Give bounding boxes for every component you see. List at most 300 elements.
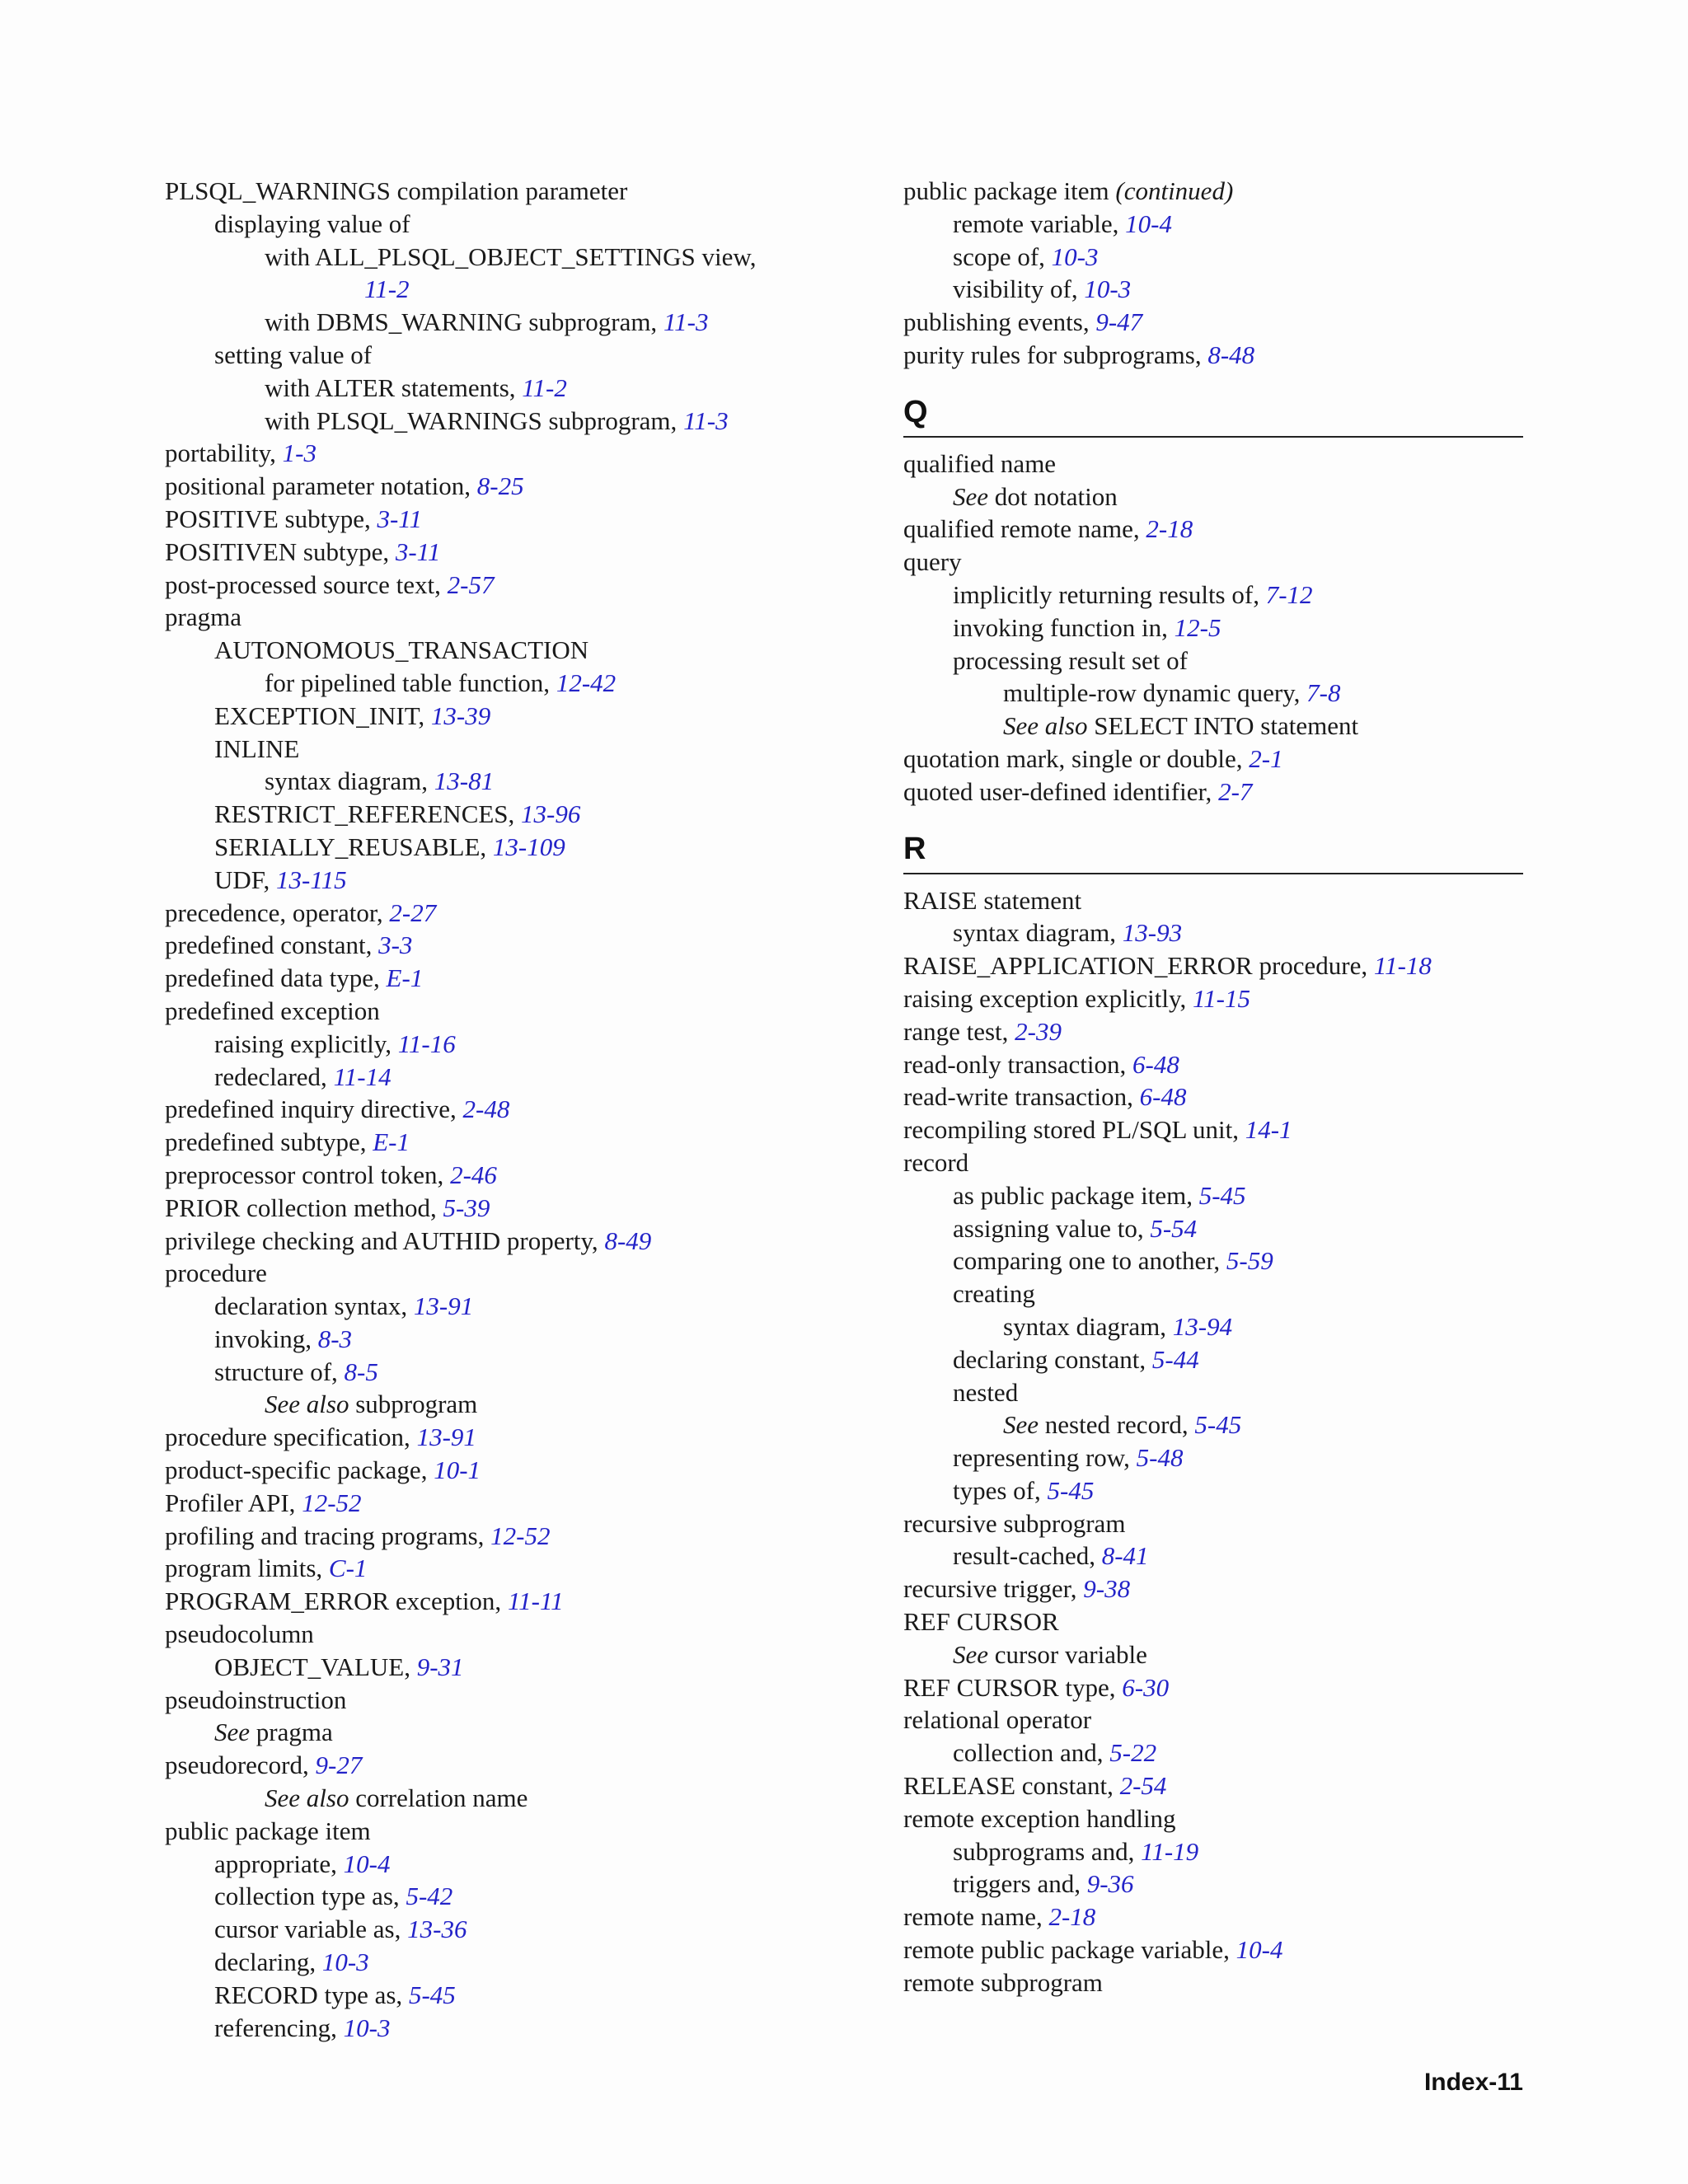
index-entry-text: RESTRICT_REFERENCES, (214, 799, 522, 829)
page-reference-link[interactable]: 8-49 (604, 1226, 652, 1255)
page-reference-link[interactable]: 5-45 (1198, 1180, 1246, 1210)
index-entry-text: types of, (953, 1475, 1048, 1505)
page-reference-link[interactable]: 13-39 (430, 701, 491, 730)
page-reference-link[interactable]: 2-7 (1218, 776, 1253, 806)
page-reference-link[interactable]: 12-52 (302, 1488, 362, 1517)
index-entry (165, 1716, 791, 1749)
index-entry-text: EXCEPTION_INIT, (214, 701, 431, 730)
index-entry-text: appropriate, (214, 1849, 344, 1878)
index-entry-text: invoking, (214, 1324, 318, 1353)
index-entry (165, 831, 791, 864)
index-entry (903, 1900, 1523, 1933)
page-reference-link[interactable]: 9-27 (315, 1750, 363, 1780)
page-reference-link[interactable]: C-1 (328, 1554, 368, 1583)
page-reference-link[interactable]: 11-14 (333, 1062, 392, 1091)
index-entry (903, 175, 1523, 208)
index-entry (165, 1487, 791, 1520)
index-entry-text: Profiler API, (165, 1488, 302, 1517)
index-entry (903, 949, 1523, 982)
index-entry-text: qualified remote name, (903, 514, 1146, 544)
page-reference-link[interactable]: 9-38 (1083, 1574, 1131, 1604)
index-entry-text: post-processed source text, (165, 569, 448, 599)
page-reference-link[interactable]: 2-57 (447, 569, 495, 599)
index-entry-text: UDF, (214, 865, 277, 894)
index-entry (903, 448, 1523, 480)
page-reference-link[interactable]: 13-94 (1172, 1311, 1233, 1341)
index-entry-text: collection and, (953, 1738, 1110, 1768)
index-entry-text: visibility of, (953, 274, 1085, 304)
index-entry-text: record (903, 1147, 969, 1177)
index-entry (165, 1388, 791, 1421)
index-entry-text: syntax diagram, (1003, 1311, 1173, 1341)
index-entry (165, 1848, 791, 1881)
index-entry (903, 1408, 1523, 1441)
index-entry (903, 1113, 1523, 1146)
page-reference-link[interactable]: 8-48 (1207, 340, 1255, 369)
index-entry-text: with ALL_PLSQL_OBJECT_SETTINGS view, (265, 241, 757, 271)
page-reference-link[interactable]: 11-15 (1192, 983, 1250, 1013)
index-entry (903, 1966, 1523, 1999)
index-entry (903, 612, 1523, 644)
index-entry (903, 916, 1523, 949)
index-entry (165, 1159, 791, 1192)
index-entry (165, 1061, 791, 1094)
index-entry-text: correlation name (349, 1783, 528, 1813)
index-entry-text: PLSQL_WARNINGS compilation parameter (165, 176, 628, 205)
index-entry (165, 372, 791, 405)
index-entry (903, 1540, 1523, 1572)
index-entry (165, 437, 791, 470)
page-number-label: Index-11 (1423, 2069, 1523, 2096)
index-entry (165, 667, 791, 700)
index-entry-text: REF CURSOR type, (903, 1672, 1123, 1702)
page-reference-link[interactable]: 5-39 (443, 1193, 490, 1222)
page-reference-link[interactable]: 11-18 (1373, 951, 1432, 981)
index-entry-text: PRIOR collection method, (165, 1193, 443, 1222)
index-entry (903, 1343, 1523, 1376)
page-reference-link[interactable]: 9-31 (416, 1652, 464, 1681)
page-reference-link[interactable]: 2-39 (1015, 1016, 1062, 1046)
index-entry-text: recursive subprogram (903, 1508, 1126, 1538)
index-entry-text: redeclared, (214, 1062, 334, 1091)
index-entry-text: pseudorecord, (165, 1750, 316, 1780)
page-reference-link[interactable]: 2-27 (389, 898, 437, 927)
index-entry-text: remote subprogram (903, 1967, 1103, 1997)
index-entry (165, 175, 791, 208)
page-reference-link[interactable]: 13-91 (416, 1422, 476, 1452)
index-entry (165, 1356, 791, 1389)
page-reference-link[interactable]: 6-48 (1139, 1082, 1187, 1112)
index-entry-text: cursor variable (988, 1639, 1147, 1669)
index-entry (903, 1933, 1523, 1966)
index-entry-text: declaring, (214, 1947, 322, 1977)
index-entry (165, 2012, 791, 2045)
index-entry (165, 700, 791, 733)
page-reference-link[interactable]: 13-91 (413, 1291, 474, 1321)
index-entry (165, 1913, 791, 1946)
index-entry-text: raising exception explicitly, (903, 983, 1193, 1013)
index-entry (165, 1946, 791, 1979)
index-entry (903, 1802, 1523, 1835)
page-reference-link[interactable]: 5-22 (1109, 1738, 1157, 1768)
index-entry (165, 208, 791, 241)
index-entry-text: INLINE (214, 733, 300, 763)
index-entry-text: collection type as, (214, 1882, 406, 1911)
index-entry (165, 1323, 791, 1356)
index-entry (165, 1421, 791, 1454)
page-reference-link[interactable]: 7-12 (1265, 579, 1313, 609)
index-entry (903, 1179, 1523, 1212)
index-entry-text: predefined constant, (165, 930, 379, 960)
index-entry (165, 503, 791, 536)
index-entry-text: subprogram (349, 1390, 478, 1419)
index-entry (165, 798, 791, 831)
index-entry-text: SERIALLY_REUSABLE, (214, 832, 493, 861)
index-entry (165, 1749, 791, 1782)
index-entry-text: relational operator (903, 1705, 1092, 1735)
index-entry-text: product-specific package, (165, 1455, 434, 1485)
index-entry (903, 1310, 1523, 1343)
page-reference-link[interactable]: 13-36 (407, 1915, 467, 1944)
index-entry (903, 1080, 1523, 1113)
index-entry (165, 962, 791, 995)
index-entry-text: RELEASE constant, (903, 1771, 1120, 1801)
page-reference-link[interactable]: 2-48 (462, 1094, 510, 1124)
index-entry (903, 1835, 1523, 1868)
page-reference-link[interactable]: 14-1 (1245, 1115, 1292, 1145)
page-reference-link[interactable]: 9-36 (1086, 1869, 1134, 1899)
index-entry-text: AUTONOMOUS_TRANSACTION (214, 635, 589, 665)
index-entry-text: predefined inquiry directive, (165, 1094, 463, 1124)
index-entry (903, 1244, 1523, 1277)
index-entry (903, 306, 1523, 339)
page-reference-link[interactable]: 11-11 (507, 1586, 564, 1616)
index-entry-text: privilege checking and AUTHID property, (165, 1226, 605, 1255)
index-entry (165, 601, 791, 634)
index-entry-text: declaring constant, (953, 1344, 1152, 1374)
page-reference-link[interactable]: 6-30 (1122, 1672, 1170, 1702)
index-entry-text: remote name, (903, 1902, 1049, 1932)
page-reference-link[interactable]: 8-3 (317, 1324, 353, 1353)
page-reference-link[interactable]: 5-44 (1151, 1344, 1199, 1374)
page-reference-link[interactable]: 13-81 (434, 766, 495, 796)
index-entry (903, 1736, 1523, 1769)
index-entry (903, 1507, 1523, 1540)
see-reference-label: See (953, 481, 989, 511)
index-entry-text: remote public package variable, (903, 1935, 1236, 1965)
page-reference-link[interactable]: 13-96 (521, 799, 581, 829)
index-entry (165, 405, 791, 438)
index-entry (903, 339, 1523, 372)
index-entry (165, 1192, 791, 1225)
index-entry-text: pseudocolumn (165, 1619, 314, 1649)
index-entry (903, 1671, 1523, 1704)
page-reference-link[interactable]: 5-45 (1047, 1475, 1095, 1505)
index-entry-text: scope of, (953, 241, 1052, 271)
index-entry-text: RAISE_APPLICATION_ERROR procedure, (903, 951, 1374, 981)
index-entry-text: assigning value to, (953, 1213, 1151, 1243)
index-entry-text: nested (953, 1377, 1019, 1407)
page-reference-link[interactable]: 2-46 (450, 1160, 497, 1189)
index-entry-text: with PLSQL_WARNINGS subprogram, (265, 405, 684, 435)
index-entry-text: procedure (165, 1258, 267, 1288)
index-entry-text: program limits, (165, 1554, 329, 1583)
index-entry (903, 546, 1523, 579)
index-entry-text: SELECT INTO statement (1087, 711, 1359, 741)
index-entry-text: positional parameter notation, (165, 471, 477, 501)
index-entry-text: profiling and tracing programs, (165, 1521, 491, 1550)
index-entry-text: referencing, (214, 2013, 344, 2042)
index-entry (903, 884, 1523, 917)
page-reference-link[interactable]: 5-54 (1150, 1213, 1198, 1243)
index-entry (165, 1093, 791, 1126)
index-entry (903, 1146, 1523, 1179)
page-reference-link[interactable]: 12-5 (1174, 612, 1221, 642)
index-entry (903, 241, 1523, 274)
page-reference-link[interactable]: 10-3 (1084, 274, 1132, 304)
see-reference-label: See (1003, 1410, 1039, 1440)
index-entry-text: REF CURSOR (903, 1607, 1059, 1637)
index-entry-text: procedure specification, (165, 1422, 417, 1452)
index-entry-text: for pipelined table function, (265, 668, 556, 697)
index-entry-text: POSITIVE subtype, (165, 504, 377, 533)
index-entry (165, 1520, 791, 1553)
section-heading-r: R (903, 830, 1523, 874)
index-column-right (903, 175, 1523, 1999)
index-entry (165, 929, 791, 962)
index-entry-text: remote variable, (953, 209, 1126, 238)
index-entry (903, 480, 1523, 513)
index-entry-text: syntax diagram, (953, 918, 1123, 948)
page-reference-link[interactable]: 5-59 (1226, 1246, 1273, 1276)
index-entry (165, 1618, 791, 1651)
index-entry (903, 982, 1523, 1015)
index-entry-text: read-write transaction, (903, 1082, 1140, 1112)
index-entry (903, 1638, 1523, 1671)
index-entry (903, 743, 1523, 776)
index-entry (165, 536, 791, 569)
index-entry-text: quoted user-defined identifier, (903, 776, 1219, 806)
index-entry-text: subprograms and, (953, 1836, 1142, 1866)
page-reference-link[interactable]: 10-3 (321, 1947, 369, 1977)
page-reference-link[interactable]: E-1 (386, 963, 424, 993)
page-reference-link[interactable]: 13-93 (1122, 918, 1183, 948)
page-reference-link[interactable]: 3-11 (377, 504, 422, 533)
index-entry-text: public package item (903, 176, 1116, 205)
see-reference-label: See also (1003, 711, 1088, 741)
section-q-entries (903, 448, 1523, 808)
index-entry-text: setting value of (214, 340, 373, 369)
index-entry-text: triggers and, (953, 1869, 1087, 1899)
index-entry-text: read-only transaction, (903, 1049, 1133, 1079)
index-entry-text: pseudoinstruction (165, 1685, 347, 1714)
index-entry (165, 995, 791, 1028)
index-entry (165, 1782, 791, 1815)
section-heading-q: Q (903, 393, 1523, 438)
index-entry-text: POSITIVEN subtype, (165, 537, 396, 566)
index-entry-text: invoking function in, (953, 612, 1175, 642)
page-reference-link[interactable]: 11-2 (364, 274, 410, 304)
index-entry (903, 677, 1523, 710)
page-reference-link[interactable]: 8-41 (1101, 1541, 1149, 1571)
see-reference-label: See also (265, 1390, 349, 1419)
index-entry-text: as public package item, (953, 1180, 1199, 1210)
index-entry (903, 776, 1523, 808)
page-reference-link[interactable]: 11-19 (1141, 1836, 1199, 1866)
index-entry-text: with ALTER statements, (265, 373, 523, 402)
index-entry-text: predefined subtype, (165, 1127, 373, 1157)
index-entry (903, 1212, 1523, 1245)
page-reference-link[interactable]: 12-52 (490, 1521, 551, 1550)
index-entry-text: comparing one to another, (953, 1246, 1226, 1276)
page-reference-link[interactable]: 6-48 (1132, 1049, 1179, 1079)
index-column-left (165, 175, 791, 2044)
index-entry-text: PROGRAM_ERROR exception, (165, 1586, 508, 1616)
index-entry (903, 1704, 1523, 1736)
index-entry (165, 470, 791, 503)
index-entry-text: recursive trigger, (903, 1574, 1084, 1604)
index-entry-text: nested record, (1039, 1410, 1195, 1440)
index-entry-text: pragma (250, 1718, 333, 1747)
index-entry (165, 1815, 791, 1848)
index-entry-text: quotation mark, single or double, (903, 743, 1250, 773)
index-entry (165, 733, 791, 766)
page-reference-link[interactable]: 2-18 (1048, 1902, 1096, 1932)
page-reference-link[interactable]: 10-4 (1125, 209, 1172, 238)
index-entry (165, 1225, 791, 1258)
index-entry-text: precedence, operator, (165, 898, 390, 927)
index-entry (165, 241, 791, 274)
index-entry (903, 1376, 1523, 1409)
index-entry-text: portability, (165, 438, 283, 468)
index-entry-text: OBJECT_VALUE, (214, 1652, 417, 1681)
index-entry (165, 1454, 791, 1487)
index-entry (165, 1979, 791, 2012)
page-reference-link[interactable]: 8-5 (344, 1357, 378, 1386)
index-entry-text: qualified name (903, 448, 1057, 478)
right-column-continued-entries (903, 175, 1523, 372)
index-entry (903, 1441, 1523, 1474)
index-entry (165, 897, 791, 930)
index-entry (903, 579, 1523, 612)
index-entry (165, 1257, 791, 1290)
index-entry-text: predefined data type, (165, 963, 387, 993)
index-entry-text: dot notation (988, 481, 1118, 511)
page-reference-link[interactable]: 5-45 (408, 1980, 456, 2009)
index-entry (165, 1585, 791, 1618)
index-entry (903, 1277, 1523, 1310)
index-entry-text: with DBMS_WARNING subprogram, (265, 307, 663, 337)
index-entry (165, 1880, 791, 1913)
index-entry (903, 710, 1523, 743)
page-reference-link[interactable]: 13-109 (492, 832, 565, 861)
index-entry (903, 1605, 1523, 1638)
index-entry-text: implicitly returning results of, (953, 579, 1266, 609)
page-reference-link[interactable]: 1-3 (282, 438, 316, 468)
page-reference-link[interactable]: 5-42 (406, 1882, 453, 1911)
index-entry (903, 1868, 1523, 1900)
page-reference-link[interactable]: 5-45 (1194, 1410, 1242, 1440)
index-entry-text: preprocessor control token, (165, 1160, 451, 1189)
page-reference-link[interactable]: 5-48 (1136, 1443, 1184, 1473)
index-entry-text: displaying value of (214, 209, 410, 238)
see-reference-label: See (214, 1718, 251, 1747)
index-entry-text: structure of, (214, 1357, 345, 1386)
page-reference-link[interactable]: 8-25 (476, 471, 524, 501)
page-reference-link[interactable]: 12-42 (556, 668, 617, 697)
index-entry (903, 208, 1523, 241)
index-entry-text: pragma (165, 602, 241, 632)
index-entry (903, 644, 1523, 677)
index-entry-text: recompiling stored PL/SQL unit, (903, 1115, 1245, 1145)
index-entry (903, 1769, 1523, 1802)
index-entry-text: remote exception handling (903, 1803, 1176, 1833)
index-entry (165, 569, 791, 602)
page-reference-link[interactable]: 11-2 (522, 373, 567, 402)
page-reference-link[interactable]: 7-8 (1306, 678, 1341, 708)
index-entry (165, 1028, 791, 1061)
index-entry (165, 1684, 791, 1717)
page-reference-link[interactable]: 2-18 (1146, 514, 1193, 544)
page-reference-link[interactable]: 3-3 (378, 930, 413, 960)
index-entry-text: predefined exception (165, 996, 380, 1025)
index-entry-text: RAISE statement (903, 885, 1082, 915)
page-reference-link[interactable]: 2-1 (1249, 743, 1283, 773)
index-entry (165, 306, 791, 339)
page-reference-link[interactable]: 9-47 (1095, 307, 1143, 337)
index-entry (165, 339, 791, 372)
page-reference-link[interactable]: 10-3 (343, 2013, 391, 2042)
index-entry-text: raising explicitly, (214, 1029, 398, 1058)
page-reference-link[interactable]: E-1 (373, 1127, 410, 1157)
index-entry (165, 765, 791, 798)
index-entry-text: result-cached, (953, 1541, 1102, 1571)
index-entry-text: syntax diagram, (265, 766, 434, 796)
page-reference-link[interactable]: 10-3 (1051, 241, 1099, 271)
index-entry-text: publishing events, (903, 307, 1096, 337)
page-reference-link[interactable]: 11-3 (683, 405, 729, 435)
index-entry-text: public package item (165, 1816, 371, 1845)
page-reference-link[interactable]: 2-54 (1119, 1771, 1167, 1801)
index-entry (165, 864, 791, 897)
page-reference-link[interactable]: 11-16 (397, 1029, 456, 1058)
continued-label: (continued) (1115, 176, 1234, 205)
index-entry-text: cursor variable as, (214, 1915, 408, 1944)
index-entry-text: declaration syntax, (214, 1291, 414, 1321)
page-reference-link[interactable]: 10-4 (1236, 1935, 1283, 1965)
index-entry-text: representing row, (953, 1443, 1137, 1473)
page-reference-link[interactable]: 3-11 (395, 537, 441, 566)
index-entry (165, 1290, 791, 1323)
index-entry (165, 273, 791, 306)
see-reference-label: See (953, 1639, 989, 1669)
index-entry (903, 513, 1523, 546)
page-reference-link[interactable]: 13-115 (276, 865, 347, 894)
index-entry-text: range test, (903, 1016, 1015, 1046)
index-entry (903, 1474, 1523, 1507)
index-entry-text: creating (953, 1279, 1035, 1309)
index-entry (165, 634, 791, 667)
see-reference-label: See also (265, 1783, 349, 1813)
page-reference-link[interactable]: 11-3 (663, 307, 709, 337)
index-entry (165, 1126, 791, 1159)
index-entry (165, 1651, 791, 1684)
section-r-entries (903, 884, 1523, 1999)
page-reference-link[interactable]: 10-1 (434, 1455, 481, 1485)
index-entry-text: processing result set of (953, 645, 1188, 675)
page-reference-link[interactable]: 10-4 (343, 1849, 391, 1878)
index-entry-text: multiple-row dynamic query, (1003, 678, 1307, 708)
